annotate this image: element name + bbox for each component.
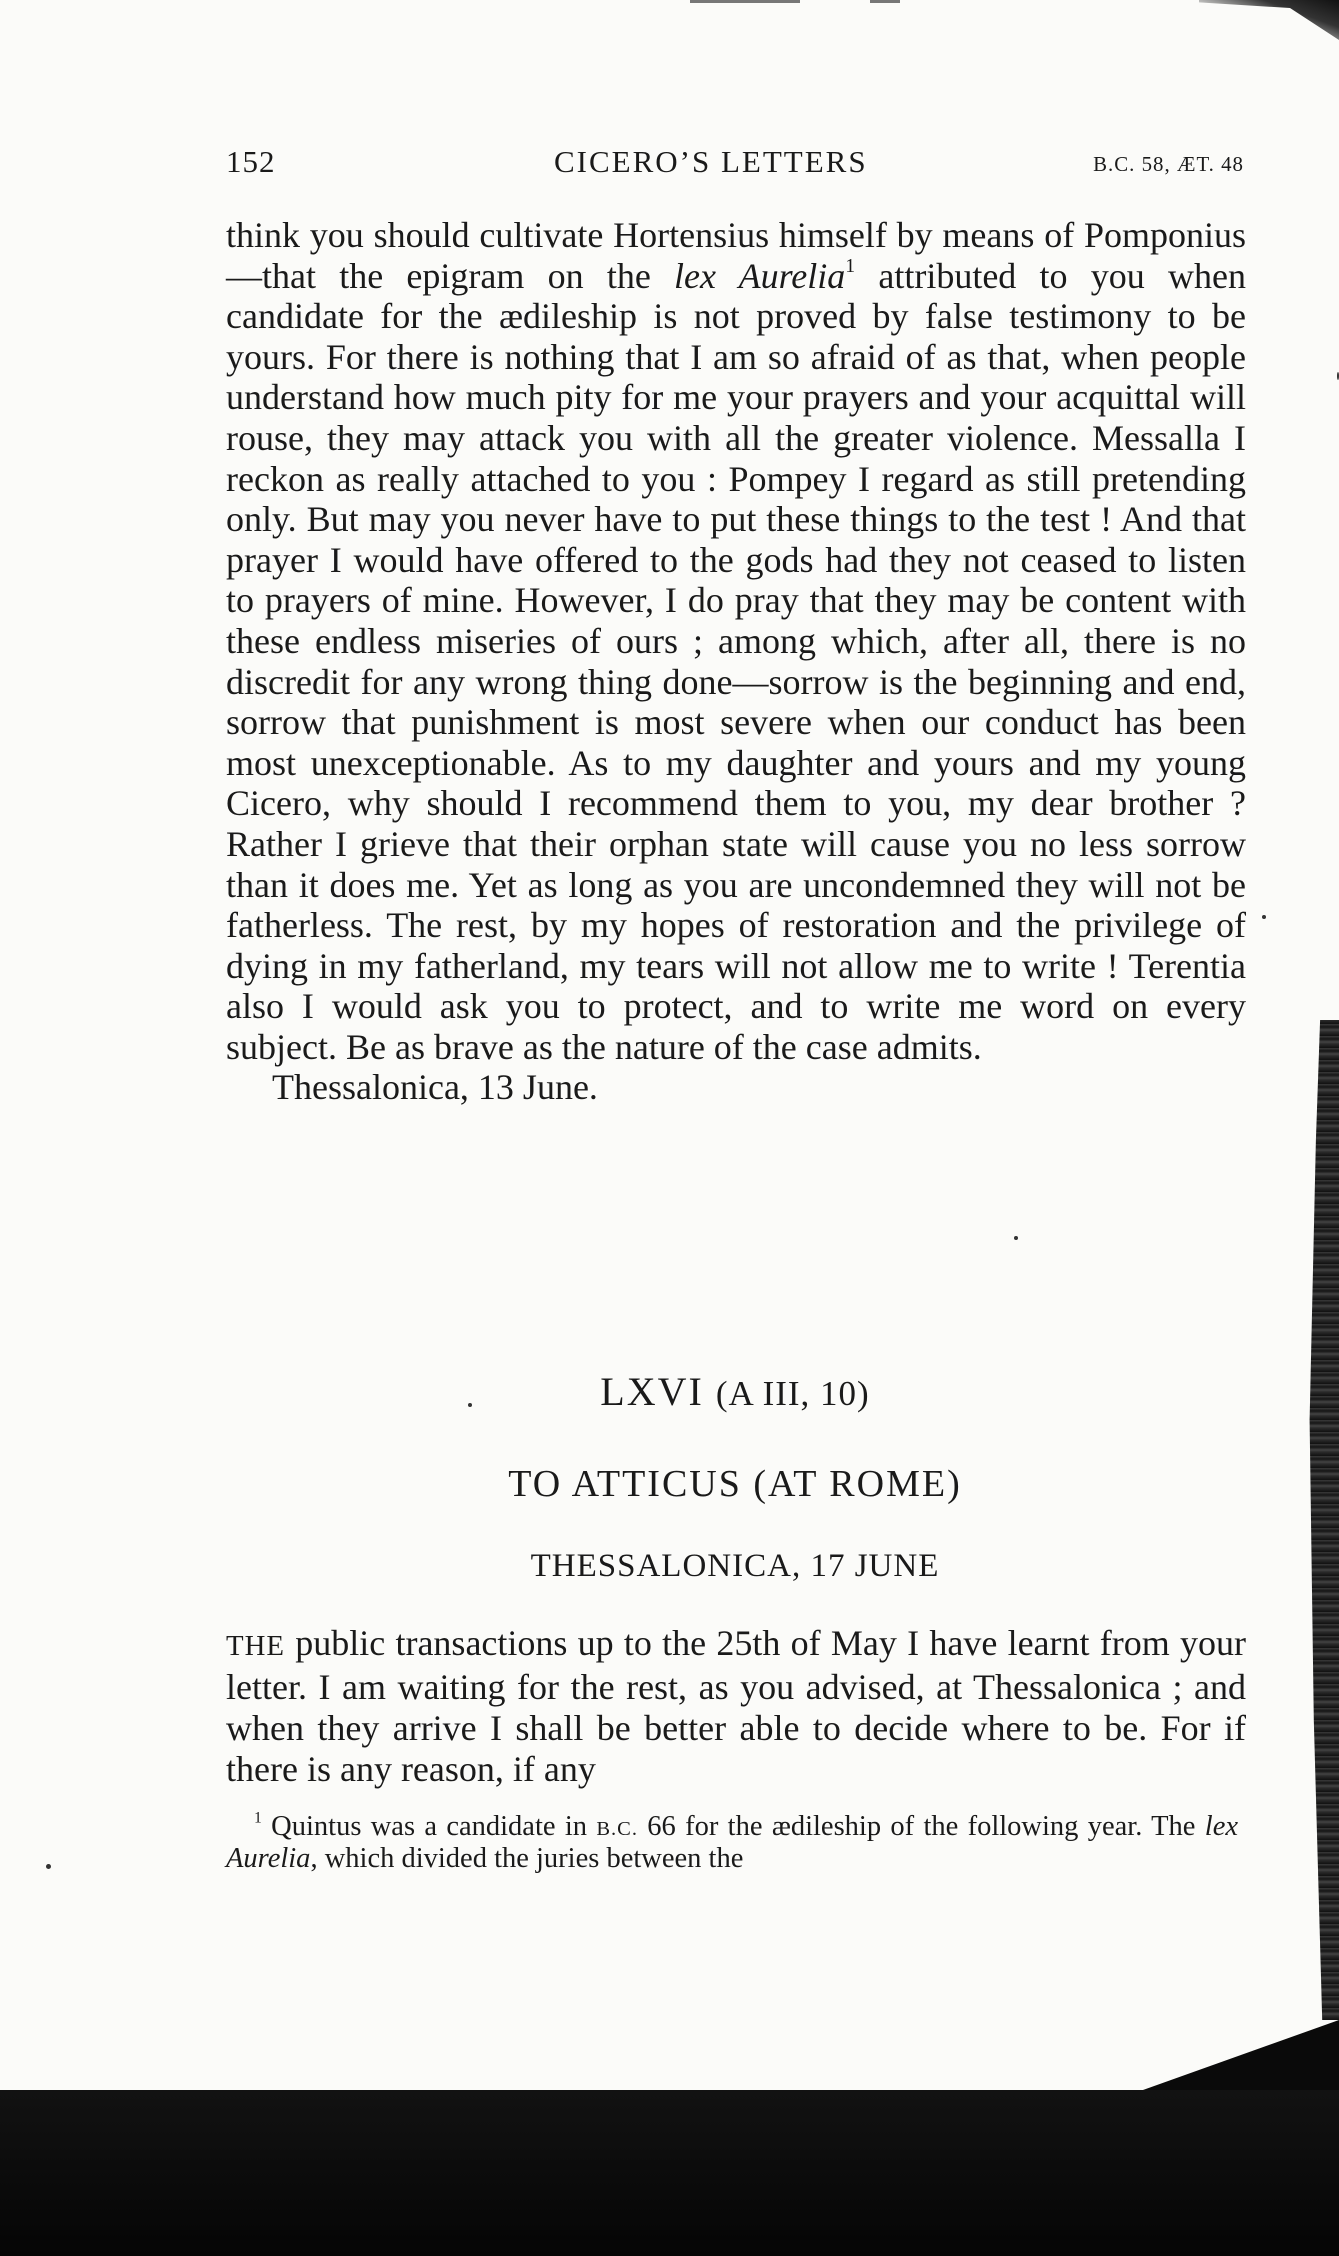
footnote-paragraph [226, 1809, 1238, 1874]
body-paragraph [226, 1623, 1246, 1790]
footnote [226, 1809, 1238, 1874]
footnote-text-c: , which divided the juries between the [310, 1843, 744, 1874]
body-text-a: think you should cultivate Hortensius himself by means of Pomponius—that the epigram on the [226, 215, 1246, 296]
running-date-prefix: B.C. 58, [1093, 152, 1177, 176]
footnote-marker: 1 [254, 1809, 262, 1827]
letter-reference: (A III, 10) [715, 1374, 870, 1413]
running-date [1093, 146, 1244, 179]
scan-shadow-top-right [1199, 0, 1339, 40]
letter-body-text: public transactions up to the 25th of May I have learnt from your letter. I am waiting for the rest, as you advised, at Thessalonica ; and when they arrive I shall be better able to decide where to be. For if there is any reason, if any [226, 1623, 1246, 1789]
scan-speck [1014, 1236, 1018, 1240]
letter-number: LXVI [600, 1369, 704, 1414]
scan-speck [1262, 915, 1266, 919]
footnote-reference: 1 [845, 254, 856, 277]
body-paragraph [226, 215, 1246, 1067]
scan-mark-top-short [870, 0, 900, 3]
page-edge-shadow [1297, 1020, 1339, 2020]
footnote-text-b: 66 for the ædileship of the following year. The [637, 1811, 1205, 1842]
footnote-italic-lex-aurelia: lex Aurelia [226, 1811, 1238, 1874]
letter-body [226, 1623, 1246, 1790]
letter-place-date: THESSALONICA, 17 JUNE [530, 1548, 940, 1584]
scan-shadow-bottom-corner [1129, 2020, 1339, 2095]
scan-shadow-bottom [0, 2090, 1339, 2256]
running-head [226, 138, 1244, 188]
body-italic-lex-aurelia: lex Aurelia [674, 255, 846, 296]
running-date-aet: ÆT. 48 [1176, 152, 1244, 176]
footnote-text-a: Quintus was a candidate in [261, 1811, 597, 1842]
running-title: CICERO’S LETTERS [554, 144, 868, 179]
letter-heading [226, 1368, 1244, 1415]
letter-dateline: Thessalonica, 13 June. [272, 1067, 598, 1108]
body-text-b: attributed to you when candidate for the ædileship is not proved by false testimony to be yours. For there is nothing that I am so afraid of as that, when people understand how much pity for me your prayers and your acquittal will rouse, they may attack you with all the greater violence. Messalla I reckon as really attached to you : Pompey I regard as still pretending only. But may you never have to put these things to the test ! And that prayer I would have offered to the gods had they not ceased to listen to prayers of mine. However, I do pray that they may be content with these endless miseries of ours ; among which, after all, there is no discredit for any wrong thing done—sorrow is the beginning and end, sorrow that punishment is most severe when our conduct has been most unexceptionable. As to my daughter and yours and my young Cicero, why should I recommend them to you, my dear brother ? Rather I grieve that their orphan state will cause you no less sorrow than it does me. Yet as long as you are uncondemned they will not be fatherless. The rest, by my hopes of restoration and the privilege of dying in my fatherland, my tears will not allow me to write ! Terentia also I would ask you to protect, and to write me word on every subject. Be as brave as the nature of the case admits. [226, 255, 1246, 1067]
footnote-bc: B.C. [596, 1818, 638, 1840]
scan-speck [46, 1864, 51, 1869]
page-number: 152 [226, 144, 276, 179]
opening-word: THE [226, 1630, 285, 1662]
scan-mark-top [690, 0, 800, 3]
letter-recipient: TO ATTICUS (AT ROME) [508, 1463, 962, 1505]
letter-body-continued [226, 215, 1246, 1108]
